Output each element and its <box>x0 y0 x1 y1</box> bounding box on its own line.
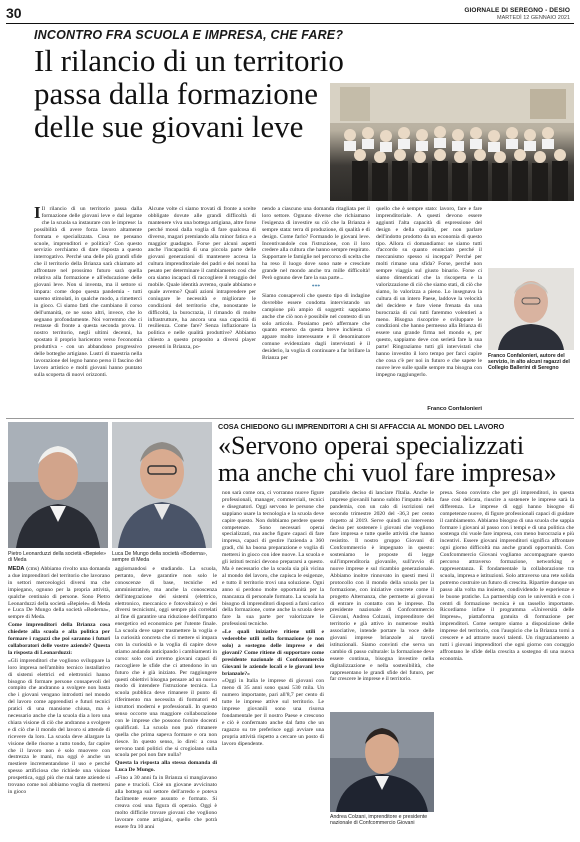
kicker: COSA CHIEDONO GLI IMPRENDITORI A CHI SI AFFACCIA AL MONDO DEL LAVORO <box>218 422 505 431</box>
body-text: «Fino a 30 anni fa in Brianza si mangiavano pane e trucioli. Cioè un giovane avvicinato alla bottega sul settore dell'arredo e poteva facilmente essere assunto e formato. Si creava così una figura di operaio. Oggi è molto difficile trovare giovani che vogliono lavorare come artigiani, quello che potrà essere fra 10 anni <box>115 775 217 830</box>
headline <box>218 432 574 486</box>
body-text: Il rilancio di un territorio passa dalla formazione delle giovani leve e dal legame che la scuola sa instaurare con le imprese: la possibilità di avere forza lavoro altamente formata e specializzata. Cosa ne pensano scuole, imprenditori e politica? Con questo servizio cerchiamo di dare risposta a questo interrogativo. Perché una delle più grandi sfide che il territorio della Brianza sarà chiamato ad affrontare nel prossimo futuro sarà quella relativa alla formazione e all'educazione delle giovani leve. Non si inventa, ma il settore si impara: come dopo questa pandemia - tutti saremo stimolati, in qualche modo, a rimetterci in gioco. Ci siamo fatti che cambiano il corso dell'umanità, ce ne sono altri, invece, che lo segnano profondamente. Noi vorremmo che ci restasse di fronte a questa seconda prova. Il nostro territorio, negli ultimi decenni, ha spostato il proprio baricentro verso l'economia produttiva - con un abbandono progressivo delle botteghe artigiane. Lustri di maestria nella lavorazione del legno hanno perso il fascino del lavoro artistico e molti giovani hanno puntato sulla scoperta di nuovi orizzonti. <box>34 206 142 378</box>
headline-line: ma anche chi vuol fare impresa» <box>218 458 557 487</box>
article1-col3 <box>262 206 370 414</box>
interview-question: Questa la risposta alla stessa domanda di Luca De Mungo. <box>115 760 217 774</box>
group-photo <box>330 83 574 201</box>
byline: Franco Confalonieri <box>427 406 482 412</box>
section-separator: *** <box>311 283 321 290</box>
page-number: 30 <box>6 5 22 21</box>
article1-col4 <box>376 206 482 406</box>
group-photo-illustration <box>330 83 574 201</box>
colzani-photo <box>330 712 434 812</box>
dateline-code: (cms) <box>26 566 39 572</box>
body-text: nendo a ciascuno una domanda ritagliata per il loro settore. Ognuno diverse che richiamano l'esigenza di investire su ciò che la Brianza è sempre stata: terra di produzione, di qualità e di design. Come farlo? Formando le giovani leve. Incentivandole con l'istruzione, con il loro credere alla cultura che hanno sempre respirato. Supportare le famiglie nel percorso di scelta che ha reso il luogo dove sono nate e cresciute grande nel mondo anche tra mille difficoltà! Però ognuno deve fare la sua parte... <box>262 206 370 282</box>
caption-colzani: Andrea Colzani, imprenditore e presidente nazionale di Confcommercio Giovani <box>330 814 428 827</box>
body-text: «Oggi in Italia le imprese di giovani con meno di 35 anni sono quasi 530 mila. Un numero importante, pari all'8,7 per cento di tutte le imprese attive sul territorio. Le imprese giovanili sono una risorsa fondamentale per il nostro Paese e crescono e ciò è confermato anche dal fatto che un ragazzo su tre preferisce oggi avviare una propria attività rispetto a cercare un posto di lavoro dipendente. <box>222 678 324 747</box>
kicker: INCONTRO FRA SCUOLA E IMPRESA, CHE FARE? <box>34 28 344 42</box>
body-text: «Gli imprenditori che vogliono sviluppare la loro impresa nell'ambito tecnico installativo di sistemi elettrici ed elettronici hanno bisogno di formare persone consapevoli del compito che andranno a svolgere non basta che i giovani vengano introdotti nel mondo del lavoro come apprendisti e futuri tecnici pratici di una mansione chiusa, ma è necessario anche che la scuola dia a loro una chiara visione di ciò che andranno a svolgere e di ciò che il mondo del lavoro si attende di ricevere da loro. La scuola deve allargare la visione delle risorse a tutto tondo, far capire che il lavoro non è solo muovere con destrezza le mani, ma oggi è anche un mestiere incrementandone il uso e perché spesso artificiosa che richiede una visione prospettica, oggi più che mai tante aziende si trovano come noi abbiamo voglia di mettersi in gioco <box>8 657 110 795</box>
body-text: quello che è sempre stato: lavoro, fare e fare imprenditoriale. A questi devono essere aggiunti l'alta capacità di espressione del design e della qualità, per non parlare dell'indotto prodotto da un economia di questo tipo. Allora ci domandiamo: se siamo tutti d'accordo su quanto enunciato perché il meccanismo spesso si inceppa? Perché per molti rimane una sfida? Forse, perché non sempre viaggia sul giusto binario. Forse ci siamo dimenticati che la riscoperta e la valorizzazione di ciò che siamo stati, di ciò che siamo, lo valorizza a pieno. Lo insegnava la cultura di un intero Paese, laddove la velocità del decidere e fare viene frenata da una burocrazia di cui tutti faremmo volentieri a meno. Bisogna riscoprire e sviluppare le condizioni che hanno permesso alla Brianza di essere una grande firma nel mondo e, per questo, sappiamo deve con serietà fare la sua parte! Ringraziamo tutti gli intervistati che hanno investito il loro tempo per farci capire che cosa c'è per noi in futuro e che sapete le nuove leve sulle spalle sempre ma bisogna con impegno raggiungerlo. <box>376 206 482 378</box>
caption-leonarduzzi: Pietro Leonarduzzi della società «Bepiele» di Meda <box>8 551 107 564</box>
dateline: MEDA <box>8 566 25 572</box>
headline <box>34 44 344 143</box>
author-photo-caption: Franco Confalonieri, autore del servizio, in alto alcuni ragazzi del Collegio Ballerini di Seregno <box>488 353 570 372</box>
body-text: aggiornandosi e studiando. La scuola, pertanto, deve garantire non solo le conoscenze di base, tecniche ed amministrative, ma anche la conoscenza dell'integrazione dei sistemi (elettrico, elettronico, meccanico e fotovoltaico) e dei diversi tecnicismi, oggi sempre più correlati al fine di garantire una riduzione dell'impatto energetico ed economico per l'utente finale. La scuola deve saper trasmettere la voglia e la curiosità concreta che ci mettere si impara con la curiosità e la voglia di capire dove stiamo andando anticipando i cambiamenti in corso: solo così avremo giovani capaci di raccogliere le sfide che ci attendono in un futuro che è già iniziato. Per raggiungere questi obiettivi bisogna pensare ad un nuovo modo di intendere l'istruzione tecnica. La scuola pubblica deve rimanere il punto di riferimento ma necessita di formatori ed istruttori moderni e professionali. In questo senso occorre una maggiore collaborazione con le imprese che possono fornire docenti qualificati. La scuola non può rimanere quella che prima sapeva formare e ora non riesce. In questo senso, io direi: a cosa servono tanti politici che si crogiolano sulla scuola per poi non fare nulla? <box>115 566 217 759</box>
article1-col2 <box>148 206 256 414</box>
interview-question: Come imprenditori della Brianza cosa chiedete alla scuola e alla politica per formare i ragazzi che poi saranno i futuri collaboratori delle vostre aziende? Questa la risposta di Leonarduzzi: <box>8 622 110 656</box>
body-text: parallelo deciso di lanciare l'Italia. Anche le imprese giovanili hanno subito l'impatto della pandemia, con un calo di iscrizioni nel secondo trimestre 2020 del -36,3 per cento rispetto al 2019. Serve quindi un intervento deciso per sostenere i giovani che vogliono fare impresa e tutte quelle attività che hanno resistito. Il nostro gruppo Giovani di Confcommercio è impegnato in questo: sosteniamo le proposte di legge sull'imprenditoria giovanile, sull'avvio di nuove imprese e sul ricambio generazionale. Abbiamo inoltre rinnovato in questi mesi il protocollo con il mondo della scuola per la formazione, con iniziative concrete come il progetto Alternanza, che permette ai giovani di entrare in contatto con le imprese. Da presidente nazionale di Confcommercio Giovani, Andrea Colzani, imprenditore del territorio e già attivo in numerose realtà associative, intende portare la voce delle giovani imprese brianzole ai tavoli istituzionali. Siamo convinti che serva un cambio di passo culturale: la formazione deve essere continua, bisogna investire nella digitalizzazione e nella sostenibilità, che rappresentano le grandi sfide del futuro, per far crescere le imprese e il territorio. <box>330 490 434 683</box>
article2-col3 <box>222 490 324 838</box>
body-paragraph <box>34 206 142 379</box>
headline-line: Il rilancio di un territorio <box>34 43 344 78</box>
headline-line: delle sue giovani leve <box>34 109 304 144</box>
de-mungo-photo <box>112 422 212 548</box>
body-paragraph <box>8 566 110 621</box>
headline-line: «Servono operai specializzati <box>218 431 525 460</box>
body-text: presa. Sono convinto che per gli imprenditori, in questa fase così delicata, riuscire a sostenere le imprese sarà la differenza. Le imprese di oggi hanno bisogno di competenze nuove, di figure professionali capaci di guidare il cambiamento. Abbiamo bisogno di una scuola che sappia formare i giovani al passo con i tempi e di una politica che sostenga chi vuole fare impresa, con meno burocrazia e più incentivi. Essere giovani imprenditori significa affrontare ogni giorno difficoltà ma anche grandi opportunità. Con Confcommercio Giovani vogliamo accompagnare questo percorso attraverso formazione, networking e rappresentanza. È fondamentale la collaborazione tra scuola, impresa e istituzioni. Solo attraverso una rete solida potremo costruire un futuro di crescita. Ripartire dunque un passo alla volta ma insieme, condividendo le esperienze e le buone pratiche. La partnership con le università e con i centri di formazione tecnica è un tassello importante. Ricordiamo infine il programma «Università delle Imprese», piattaforma gratuita di formazione per imprenditori. Come sempre siamo a disposizione delle imprese del territorio, con l'auspicio che la Brianza torni a crescere e ad attrarre nuovi talenti. Un ringraziamento a tutti i giovani imprenditori che ogni giorno con coraggio affrontano le sfide della crescita a sostegno di una nuova economia. <box>440 490 574 662</box>
drop-cap: I <box>34 206 41 222</box>
article2-col2 <box>115 566 217 838</box>
headline-line: passa dalla formazione <box>34 76 319 111</box>
article-top <box>0 0 580 420</box>
article2-col1 <box>8 566 110 838</box>
body-text: non sarà come ora, ci vorranno nuove figure professionali, manager, commerciali, tecnici e disegnatori. Oggi servono le persone che sappiano usare la tecnologia e la scuola deve capire questo. Non dobbiamo perdere queste competenze. Sono necessari operai specializzati, ma anche figure capaci di fare impresa, capaci di gestire l'azienda a 360 gradi, chi ha buona preparazione e voglia di mettersi in gioco con idee nuove. La scuola e gli istituti tecnici devono prepararsi a questo. Ma è necessario che la scuola sia più vicina al mondo del lavoro, che capisca le esigenze, e tutto il territorio trovi una soluzione. Ogni anno si perdono molte opportunità per la mancanza di personale formato. La scuola ha bisogno di imprenditori disposti a farsi carico della formazione, come anche la scuola deve fare la sua parte per valorizzare le professioni tecniche. <box>222 490 324 628</box>
author-portrait <box>488 268 574 350</box>
interview-question: «Le quali iniziative ritiene utili e vederebbe utili nella formazione (e non solo) a sostegno delle imprese e dei giovani? Come ritiene di supportare come presidente nazionale di Confcommercio Giovani le aziende locali e le giovani leve brianzole?» <box>222 629 324 677</box>
author-photo <box>488 268 574 350</box>
article2-col5 <box>440 490 574 838</box>
body-text: Alcune volte ci siamo trovati di fronte a scelte obbligate dovute alle grandi difficoltà di mantenere viva una bottega artigiana, altre forse perché mossi dalla voglia di fare qualcosa di diverso, magari premiando alla minor fatica e a maggior guadagno. Forse per alcuni aspetti anche l'incapacità di una piccola parte delle giovani generazioni di mantenere accesa la cultura imprenditoriale dei padri e dei nonni ha pesato per determinare il cambiamento così che ora siamo incapaci di raccogliere il retaggio del mobile. Quale identità avremo, quale abbiamo e quale avremo? Quali azioni intraprendere per coniugare le necessità e migliorare le condizioni del territorio che, nonostante le difficoltà, la burocrazia, il rimando di molte infrastrutture, ha ancora una sua capacità di resilienza. Come fare? Senza inflazionare la politica e nelle qualità produttive? Abbiamo chiesto a questo proposito a diversi player presenti in Brianza, po- <box>148 206 256 351</box>
body-text: Abbiamo rivolto una domanda a due imprenditori del territorio che lavorano in settori merceologici diversi ma che impiegano, ognuno per la propria attività, qualche centinaio di persone. Sono Pietro Leonarduzzi della società «Bepiele» di Meda e Luca De Mungo della società «Boderna», sempre di Meda. <box>8 566 110 621</box>
body-text: Siamo consapevoli che questo tipo di indagine dovrebbe essere condotta intervistando un campione più ampio di soggetti: sappiamo anche che ciò non è possibile nel contesto di un solo articolo. Possiamo però affermare che quanto emerso da questa breve inchiesta ci appare molto interessante e il denominatore comune evidenziato dagli intervistati è il desiderio, la voglia di continuare a far brillare la Brianza per <box>262 292 370 362</box>
leonarduzzi-photo <box>8 422 108 548</box>
leonarduzzi-portrait <box>8 422 108 548</box>
colzani-portrait <box>330 712 434 812</box>
article-bottom <box>0 420 580 842</box>
section-divider <box>6 418 574 419</box>
caption-de-mungo: Luca De Mungo della società «Boderna», sempre di Meda <box>112 551 208 564</box>
paper-name: GIORNALE DI SEREGNO - DESIO <box>464 7 570 14</box>
de-mungo-portrait <box>112 422 212 548</box>
issue-date: MARTEDÌ 12 GENNAIO 2021 <box>497 15 570 21</box>
article2-col4 <box>330 490 434 706</box>
article1-col1 <box>34 206 142 414</box>
